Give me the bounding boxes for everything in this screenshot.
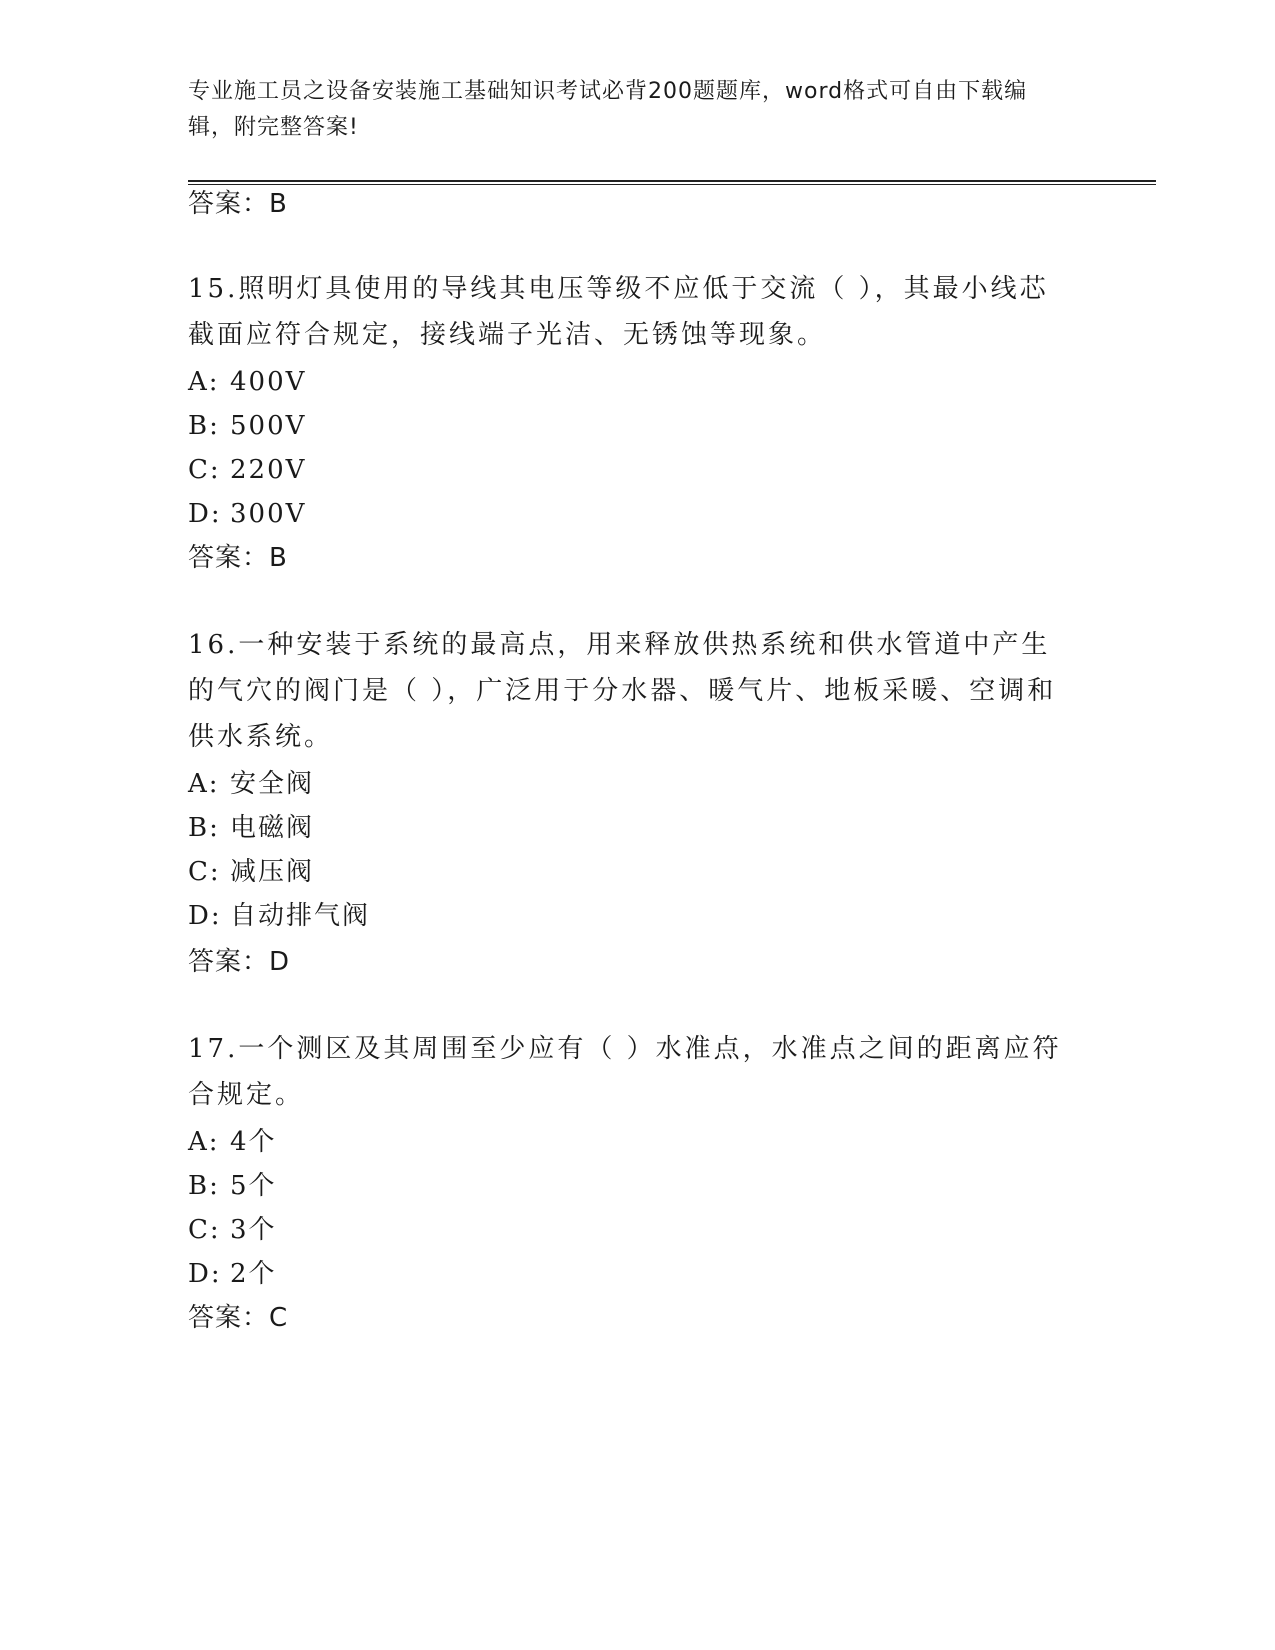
question-16 [188, 622, 1068, 760]
option-label: C: [188, 455, 221, 485]
option-text: 500V [230, 411, 307, 441]
header-divider [188, 180, 1156, 185]
option-c [188, 452, 306, 488]
document-header-title: 专业施工员之设备安装施工基础知识考试必背200题题库，word格式可自由下载编辑，附完整答案! [188, 79, 1028, 140]
option-text: 减压阀 [230, 857, 315, 887]
option-text: 2个 [230, 1259, 277, 1289]
answer-line: 答案：D [188, 947, 291, 977]
question-number: 17. [188, 1034, 239, 1064]
question-text: 照明灯具使用的导线其电压等级不应低于交流（ ），其最小线芯截面应符合规定，接线端子光洁、无锈蚀等现象。 [188, 274, 1049, 350]
option-text: 300V [230, 499, 307, 529]
option-d [188, 1256, 277, 1292]
option-label: A: [188, 769, 220, 799]
option-d [188, 496, 306, 532]
question-number: 16. [188, 630, 239, 660]
option-text: 安全阀 [230, 769, 315, 799]
answer-line: 答案：B [188, 189, 288, 219]
option-b [188, 408, 306, 444]
option-label: B: [188, 411, 220, 441]
option-text: 220V [230, 455, 307, 485]
question-15 [188, 266, 1068, 358]
option-label: A: [188, 1127, 220, 1157]
option-d [188, 898, 370, 934]
answer-line: 答案：C [188, 1303, 289, 1333]
option-a [188, 364, 306, 400]
option-label: D: [188, 901, 222, 931]
option-b [188, 1168, 277, 1204]
option-c [188, 854, 314, 890]
question-17 [188, 1026, 1068, 1118]
option-label: D: [188, 1259, 222, 1289]
option-label: B: [188, 813, 220, 843]
option-a [188, 766, 314, 802]
option-label: B: [188, 1171, 220, 1201]
option-label: D: [188, 499, 222, 529]
question-text: 一个测区及其周围至少应有（ ）水准点，水准点之间的距离应符合规定。 [188, 1034, 1062, 1110]
option-a [188, 1124, 277, 1160]
option-text: 自动排气阀 [230, 901, 371, 931]
question-number: 15. [188, 274, 239, 304]
option-b [188, 810, 314, 846]
question-text: 一种安装于系统的最高点，用来释放供热系统和供水管道中产生的气穴的阀门是（ ），广泛用于分水器、暖气片、地板采暖、空调和供水系统。 [188, 630, 1057, 752]
option-label: C: [188, 857, 221, 887]
option-text: 4个 [230, 1127, 277, 1157]
option-label: A: [188, 367, 220, 397]
option-text: 5个 [230, 1171, 277, 1201]
option-text: 电磁阀 [230, 813, 315, 843]
option-label: C: [188, 1215, 221, 1245]
option-text: 400V [230, 367, 307, 397]
option-text: 3个 [230, 1215, 277, 1245]
answer-line: 答案：B [188, 543, 288, 573]
option-c [188, 1212, 277, 1248]
